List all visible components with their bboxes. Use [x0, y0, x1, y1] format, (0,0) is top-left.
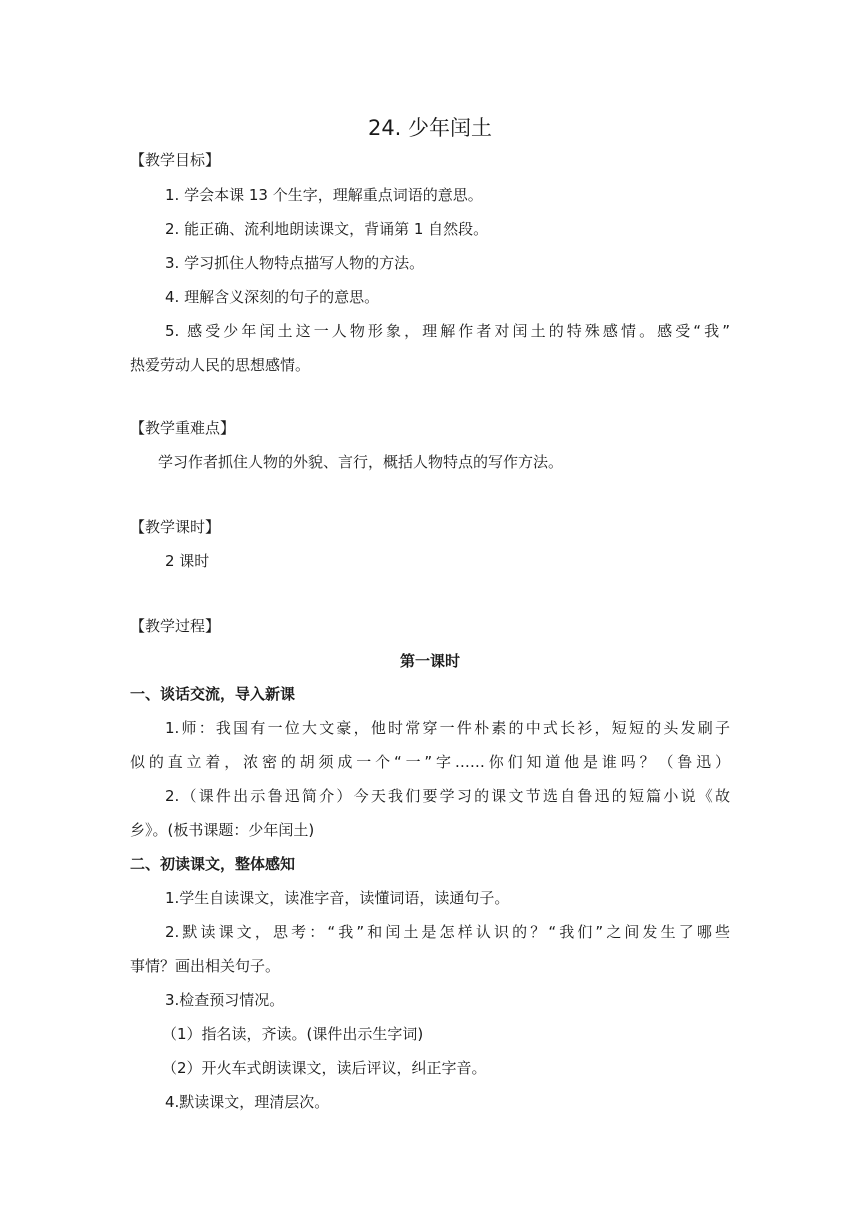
section-2-line-3: 事情？画出相关句子。	[130, 957, 281, 975]
section-2-line-1: 1.学生自读课文，读准字音，读懂词语，读通句子。	[165, 889, 510, 907]
section-1-line-1: 1.师：我国有一位大文豪，他时常穿一件朴素的中式长衫，短短的头发刷子	[165, 719, 730, 737]
process-heading: 【教学过程】	[130, 617, 221, 635]
section-1-line-4: 乡》。(板书课题：少年闰土)	[130, 821, 315, 839]
goal-item-2: 2. 能正确、流利地朗读课文，背诵第 1 自然段。	[165, 220, 489, 238]
hours-text: 2 课时	[165, 552, 210, 570]
goal-item-4: 4. 理解含义深刻的句子的意思。	[165, 288, 380, 306]
lesson-title: 第一课时	[399, 652, 460, 670]
section-1-line-2: 似的直立着，浓密的胡须成一个“一”字……你们知道他是谁吗？（鲁迅）	[130, 753, 730, 771]
goal-item-3: 3. 学习抓住人物特点描写人物的方法。	[165, 254, 425, 272]
section-2-line-4: 3.检查预习情况。	[165, 991, 285, 1009]
section-2-heading: 二、初读课文，整体感知	[130, 855, 296, 873]
goals-heading: 【教学目标】	[130, 151, 221, 169]
difficulties-text: 学习作者抓住人物的外貌、言行，概括人物特点的写作方法。	[158, 453, 564, 471]
difficulties-heading: 【教学重难点】	[130, 419, 236, 437]
section-1-heading: 一、谈话交流，导入新课	[130, 685, 296, 703]
page-title: 24. 少年闰土	[367, 116, 493, 140]
section-2-line-2: 2.默读课文，思考：“我”和闰土是怎样认识的？“我们”之间发生了哪些	[165, 923, 730, 941]
section-2-line-5: （1）指名读，齐读。(课件出示生字词)	[162, 1025, 424, 1043]
goal-item-5: 5. 感受少年闰土这一人物形象，理解作者对闰土的特殊感情。感受“我”	[165, 322, 730, 340]
hours-heading: 【教学课时】	[130, 518, 221, 536]
section-2-line-6: （2）开火车式朗读课文，读后评议，纠正字音。	[162, 1059, 487, 1077]
goal-item-1: 1. 学会本课 13 个生字，理解重点词语的意思。	[165, 186, 483, 204]
section-2-line-7: 4.默读课文，理清层次。	[165, 1093, 330, 1111]
section-1-line-3: 2.（课件出示鲁迅简介）今天我们要学习的课文节选自鲁迅的短篇小说《故	[165, 787, 730, 805]
goal-item-5-continued: 热爱劳动人民的思想感情。	[130, 356, 311, 374]
